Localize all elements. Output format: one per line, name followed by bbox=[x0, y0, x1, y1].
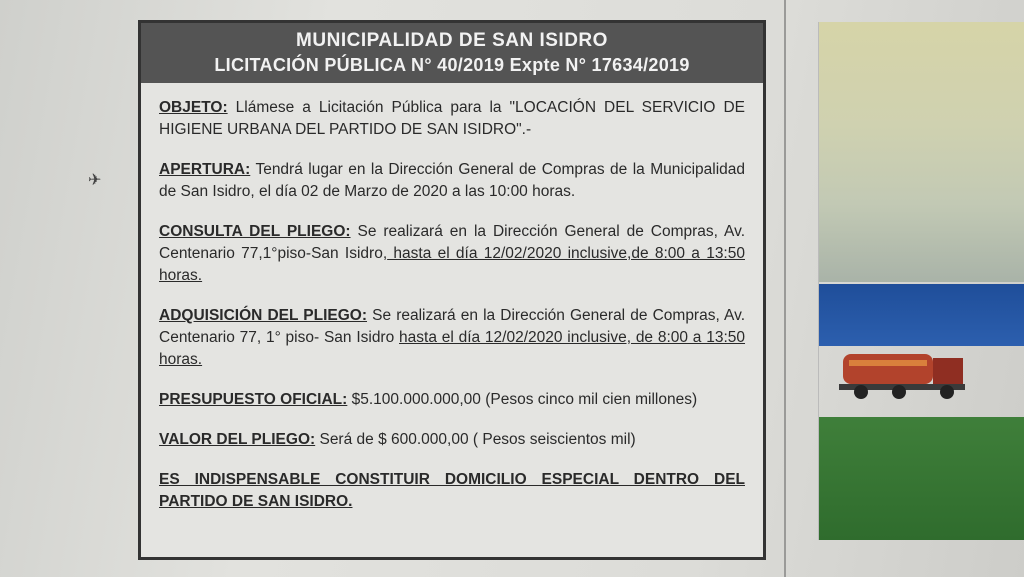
objeto-label: OBJETO: bbox=[159, 99, 228, 116]
truck-icon bbox=[839, 340, 969, 400]
valor-text: Será de $ 600.000,00 ( Pesos seiscientos mil) bbox=[315, 431, 636, 448]
consulta-label: CONSULTA DEL PLIEGO: bbox=[159, 223, 351, 240]
consulta-dates: hasta el día 12/02/2020 inclusive,de 8:00 a 13:50 horas. bbox=[159, 245, 745, 284]
apertura-text: Tendrá lugar en la Dirección General de Compras de la Municipalidad de San Isidro, el día 02 de Marzo de 2020 a las 10:00 horas. bbox=[159, 161, 745, 200]
adjacent-photo bbox=[818, 22, 1024, 540]
notice-subtitle: LICITACIÓN PÚBLICA N° 40/2019 Expte N° 17634/2019 bbox=[214, 55, 690, 75]
objeto-text: Llámese a Licitación Pública para la "LOCACIÓN DEL SERVICIO DE HIGIENE URBANA DEL PARTIDO DE SAN ISIDRO".- bbox=[159, 99, 745, 138]
notice-body bbox=[141, 83, 763, 513]
apertura-label: APERTURA: bbox=[159, 161, 251, 178]
valor-label: VALOR DEL PLIEGO: bbox=[159, 431, 316, 448]
adquisicion-label: ADQUISICIÓN DEL PLIEGO: bbox=[159, 307, 368, 324]
apertura-paragraph bbox=[159, 159, 745, 203]
presupuesto-text: $5.100.000.000,00 (Pesos cinco mil cien millones) bbox=[347, 391, 698, 408]
notice-title: MUNICIPALIDAD DE SAN ISIDRO bbox=[296, 30, 608, 51]
margin-mark-icon: ✈ bbox=[88, 172, 102, 189]
photo-blue-banner bbox=[819, 284, 1024, 346]
valor-paragraph bbox=[159, 429, 745, 451]
adquisicion-paragraph bbox=[159, 305, 745, 371]
presupuesto-label: PRESUPUESTO OFICIAL: bbox=[159, 391, 348, 408]
consulta-text: Se realizará en la Dirección General de Compras, Av. Centenario 77,1°piso-San Isidro, bbox=[159, 223, 745, 262]
column-divider bbox=[784, 0, 786, 577]
photo-sky bbox=[819, 22, 1024, 282]
objeto-paragraph bbox=[159, 97, 745, 141]
adquisicion-dates: hasta el día 12/02/2020 inclusive, de 8:00 a 13:50 horas. bbox=[159, 329, 746, 368]
notice-header bbox=[141, 23, 763, 83]
public-notice bbox=[138, 20, 766, 560]
consulta-paragraph bbox=[159, 221, 745, 287]
presupuesto-paragraph bbox=[159, 389, 745, 411]
closing-paragraph bbox=[159, 469, 745, 513]
adquisicion-text: Se realizará en la Dirección General de Compras, Av. Centenario 77, 1° piso- San Isidro bbox=[159, 307, 745, 346]
closing-text: ES INDISPENSABLE CONSTITUIR DOMICILIO ESPECIAL DENTRO DEL PARTIDO DE SAN ISIDRO. bbox=[159, 471, 745, 510]
photo-grass bbox=[819, 417, 1024, 540]
